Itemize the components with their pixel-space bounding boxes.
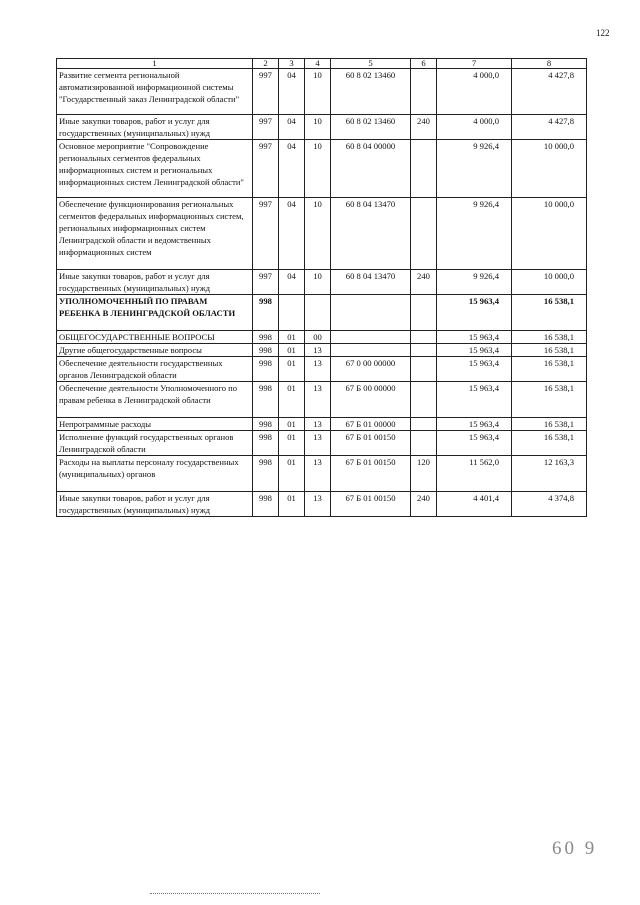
row-amount-1: 15 963,4 <box>437 418 512 431</box>
row-amount-1: 4 401,4 <box>437 492 512 517</box>
row-code-admin: 998 <box>253 382 279 418</box>
row-code-target: 60 8 04 13470 <box>331 198 411 270</box>
row-name: Основное мероприятие "Сопровождение региональных сегментов федеральных информационных систем и региональных информационных систем Ленинградской области" <box>57 140 253 198</box>
row-name: Непрограммные расходы <box>57 418 253 431</box>
row-code-section: 01 <box>279 331 305 344</box>
row-code-section <box>279 295 305 331</box>
row-amount-2: 16 538,1 <box>512 295 587 331</box>
row-amount-2: 12 163,3 <box>512 456 587 492</box>
row-code-target: 67 Б 00 00000 <box>331 382 411 418</box>
row-amount-1: 15 963,4 <box>437 431 512 456</box>
row-code-expense-type: 240 <box>411 270 437 295</box>
row-amount-1: 9 926,4 <box>437 198 512 270</box>
row-code-expense-type: 120 <box>411 456 437 492</box>
row-code-expense-type: 240 <box>411 115 437 140</box>
row-amount-1: 11 562,0 <box>437 456 512 492</box>
row-code-subsection: 10 <box>305 69 331 115</box>
row-code-expense-type <box>411 344 437 357</box>
table-row <box>57 198 587 270</box>
row-code-target: 67 Б 01 00000 <box>331 418 411 431</box>
row-code-admin: 997 <box>253 69 279 115</box>
row-name: Иные закупки товаров, работ и услуг для государственных (муниципальных) нужд <box>57 115 253 140</box>
row-code-expense-type <box>411 198 437 270</box>
row-amount-1: 4 000,0 <box>437 115 512 140</box>
row-code-subsection: 10 <box>305 115 331 140</box>
row-code-subsection: 13 <box>305 492 331 517</box>
row-code-target <box>331 344 411 357</box>
row-code-target: 60 8 04 13470 <box>331 270 411 295</box>
table-row <box>57 295 587 331</box>
row-code-section: 01 <box>279 431 305 456</box>
row-code-expense-type <box>411 382 437 418</box>
row-amount-1: 15 963,4 <box>437 344 512 357</box>
table-row <box>57 456 587 492</box>
row-amount-1: 9 926,4 <box>437 270 512 295</box>
row-code-target: 67 0 00 00000 <box>331 357 411 382</box>
row-code-expense-type <box>411 295 437 331</box>
row-code-section: 04 <box>279 69 305 115</box>
row-code-target <box>331 295 411 331</box>
column-header: 1 <box>57 59 253 69</box>
row-code-section: 04 <box>279 140 305 198</box>
row-code-expense-type <box>411 140 437 198</box>
row-code-section: 04 <box>279 115 305 140</box>
row-code-expense-type <box>411 331 437 344</box>
table-row <box>57 270 587 295</box>
row-amount-2: 4 427,8 <box>512 69 587 115</box>
table-row <box>57 344 587 357</box>
row-name: УПОЛНОМОЧЕННЫЙ ПО ПРАВАМ РЕБЕНКА В ЛЕНИНГРАДСКОЙ ОБЛАСТИ <box>57 295 253 331</box>
row-amount-1: 15 963,4 <box>437 382 512 418</box>
row-name: Другие общегосударственные вопросы <box>57 344 253 357</box>
row-code-target: 67 Б 01 00150 <box>331 492 411 517</box>
row-name: ОБЩЕГОСУДАРСТВЕННЫЕ ВОПРОСЫ <box>57 331 253 344</box>
table-row <box>57 69 587 115</box>
row-name: Развитие сегмента региональной автоматизированной информационной системы "Государственный заказ Ленинградской области" <box>57 69 253 115</box>
table-row <box>57 115 587 140</box>
row-amount-2: 10 000,0 <box>512 140 587 198</box>
row-code-expense-type <box>411 69 437 115</box>
row-code-section: 01 <box>279 456 305 492</box>
stamp-number: 60 9 <box>552 838 598 859</box>
row-code-admin: 998 <box>253 492 279 517</box>
row-code-target: 67 Б 01 00150 <box>331 456 411 492</box>
row-code-admin: 998 <box>253 331 279 344</box>
row-code-admin: 998 <box>253 456 279 492</box>
row-amount-2: 16 538,1 <box>512 357 587 382</box>
column-header: 3 <box>279 59 305 69</box>
divider <box>150 893 320 894</box>
row-name: Обеспечение деятельности государственных органов Ленинградской области <box>57 357 253 382</box>
row-code-target: 60 8 02 13460 <box>331 115 411 140</box>
row-code-target: 67 Б 01 00150 <box>331 431 411 456</box>
row-code-target: 60 8 04 00000 <box>331 140 411 198</box>
row-code-admin: 998 <box>253 431 279 456</box>
row-code-target: 60 8 02 13460 <box>331 69 411 115</box>
row-code-section: 01 <box>279 344 305 357</box>
row-code-target <box>331 331 411 344</box>
row-amount-2: 16 538,1 <box>512 382 587 418</box>
table-row <box>57 140 587 198</box>
row-code-section: 01 <box>279 357 305 382</box>
table-header <box>57 59 587 69</box>
table-row <box>57 382 587 418</box>
row-code-expense-type <box>411 431 437 456</box>
table-body <box>57 69 587 517</box>
row-name: Иные закупки товаров, работ и услуг для государственных (муниципальных) нужд <box>57 270 253 295</box>
row-code-admin: 998 <box>253 295 279 331</box>
row-amount-2: 16 538,1 <box>512 418 587 431</box>
row-code-subsection: 13 <box>305 456 331 492</box>
row-name: Обеспечение деятельности Уполномоченного по правам ребенка в Ленинградской области <box>57 382 253 418</box>
column-header: 6 <box>411 59 437 69</box>
row-amount-2: 4 427,8 <box>512 115 587 140</box>
row-code-subsection <box>305 295 331 331</box>
row-amount-1: 4 000,0 <box>437 69 512 115</box>
row-amount-1: 15 963,4 <box>437 331 512 344</box>
row-code-admin: 997 <box>253 115 279 140</box>
row-code-subsection: 13 <box>305 357 331 382</box>
budget-table <box>56 58 587 517</box>
row-code-admin: 998 <box>253 344 279 357</box>
row-amount-2: 16 538,1 <box>512 431 587 456</box>
table-row <box>57 357 587 382</box>
row-code-admin: 997 <box>253 198 279 270</box>
table-row <box>57 331 587 344</box>
row-code-subsection: 13 <box>305 382 331 418</box>
column-header: 7 <box>437 59 512 69</box>
row-code-expense-type: 240 <box>411 492 437 517</box>
row-code-expense-type <box>411 357 437 382</box>
row-code-admin: 998 <box>253 418 279 431</box>
table-row <box>57 431 587 456</box>
row-amount-2: 16 538,1 <box>512 344 587 357</box>
page-number: 122 <box>596 28 610 38</box>
table-row <box>57 492 587 517</box>
column-header: 5 <box>331 59 411 69</box>
row-code-admin: 997 <box>253 140 279 198</box>
row-name: Расходы на выплаты персоналу государственных (муниципальных) органов <box>57 456 253 492</box>
row-amount-2: 10 000,0 <box>512 198 587 270</box>
row-code-section: 01 <box>279 382 305 418</box>
row-code-subsection: 10 <box>305 270 331 295</box>
column-header: 4 <box>305 59 331 69</box>
row-code-subsection: 13 <box>305 418 331 431</box>
row-code-section: 01 <box>279 418 305 431</box>
row-code-subsection: 10 <box>305 198 331 270</box>
column-header: 2 <box>253 59 279 69</box>
row-code-expense-type <box>411 418 437 431</box>
row-name: Иные закупки товаров, работ и услуг для государственных (муниципальных) нужд <box>57 492 253 517</box>
row-amount-1: 15 963,4 <box>437 295 512 331</box>
row-code-subsection: 13 <box>305 431 331 456</box>
row-code-section: 04 <box>279 270 305 295</box>
row-amount-1: 15 963,4 <box>437 357 512 382</box>
row-code-section: 01 <box>279 492 305 517</box>
row-amount-2: 16 538,1 <box>512 331 587 344</box>
row-code-section: 04 <box>279 198 305 270</box>
row-name: Исполнение функций государственных органов Ленинградской области <box>57 431 253 456</box>
column-header: 8 <box>512 59 587 69</box>
row-amount-2: 4 374,8 <box>512 492 587 517</box>
row-code-subsection: 10 <box>305 140 331 198</box>
row-amount-1: 9 926,4 <box>437 140 512 198</box>
row-amount-2: 10 000,0 <box>512 270 587 295</box>
row-code-subsection: 13 <box>305 344 331 357</box>
row-code-admin: 997 <box>253 270 279 295</box>
row-code-admin: 998 <box>253 357 279 382</box>
row-name: Обеспечение функционирования региональных сегментов федеральных информационных систем, региональных информационных систем Ленинградской области и ведомственных информационных систем <box>57 198 253 270</box>
row-code-subsection: 00 <box>305 331 331 344</box>
table-row <box>57 418 587 431</box>
